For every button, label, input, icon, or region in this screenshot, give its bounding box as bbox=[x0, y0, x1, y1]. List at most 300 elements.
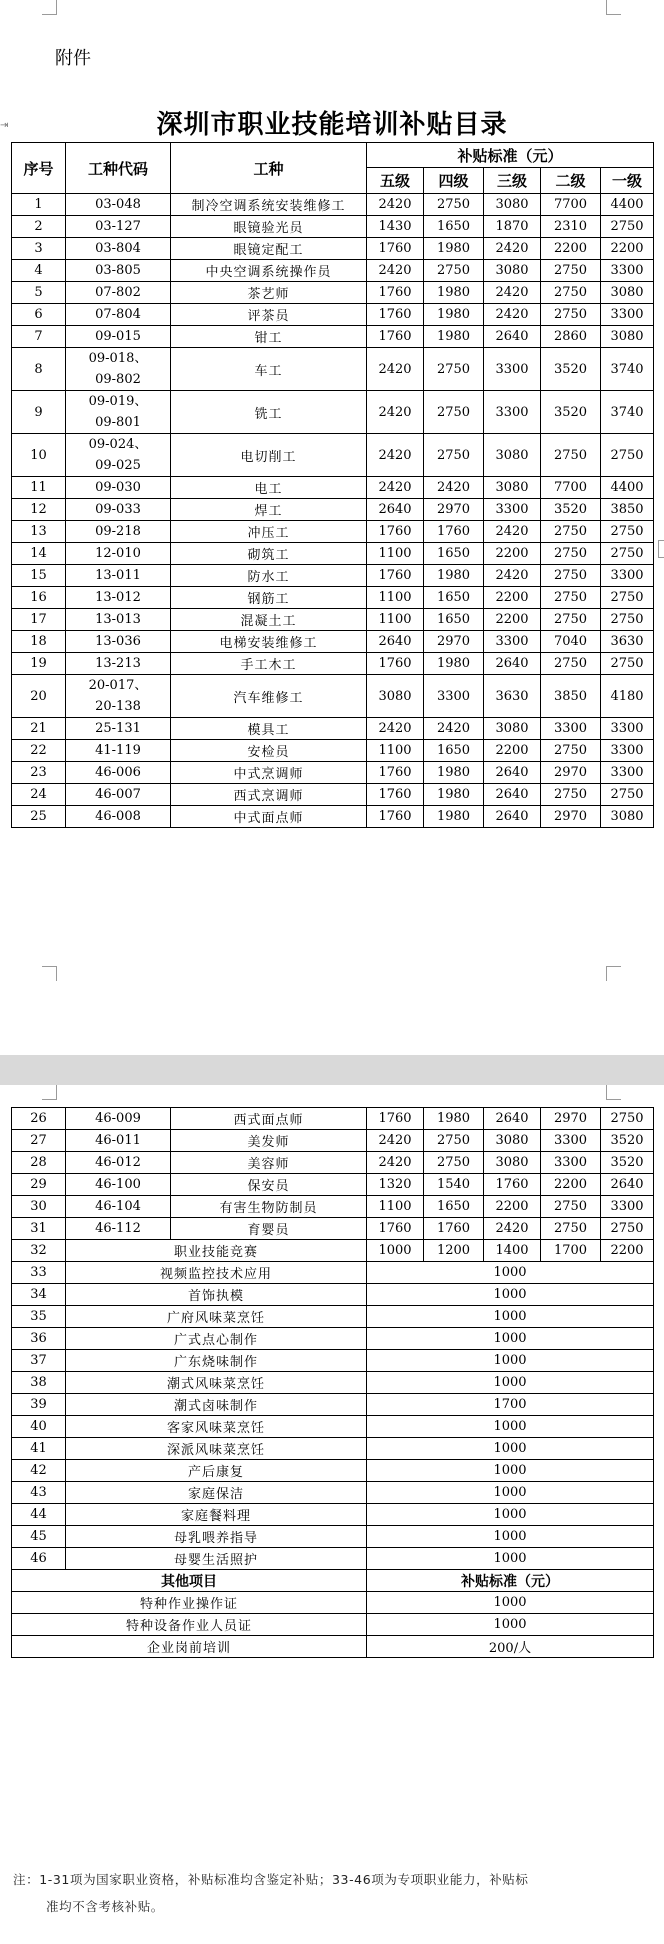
occupation-cell: 防水工 bbox=[171, 565, 367, 587]
header-level-4: 四级 bbox=[424, 168, 484, 194]
subsidy-cell: 1760 bbox=[367, 326, 424, 348]
subsidy-cell: 3520 bbox=[541, 348, 601, 391]
occupation-cell: 电切削工 bbox=[171, 434, 367, 477]
subsidy-cell: 2420 bbox=[367, 477, 424, 499]
subsidy-cell: 2750 bbox=[601, 587, 654, 609]
subsidy-cell: 1000 bbox=[367, 1438, 654, 1460]
code-cell bbox=[66, 1218, 171, 1240]
subsidy-cell: 3630 bbox=[601, 631, 654, 653]
code-line: 03-127 bbox=[95, 219, 141, 234]
table-row bbox=[12, 587, 654, 609]
code-cell bbox=[66, 762, 171, 784]
subsidy-cell: 1000 bbox=[367, 1504, 654, 1526]
table-row bbox=[12, 1482, 654, 1504]
code-cell bbox=[66, 434, 171, 477]
other-header-value: 补贴标准（元） bbox=[367, 1570, 654, 1592]
seq-cell: 13 bbox=[12, 521, 66, 543]
occupation-cell: 铣工 bbox=[171, 391, 367, 434]
header-level-2: 二级 bbox=[541, 168, 601, 194]
seq-cell: 41 bbox=[12, 1438, 66, 1460]
table-row bbox=[12, 1196, 654, 1218]
subsidy-cell: 3850 bbox=[541, 675, 601, 718]
subsidy-cell: 1980 bbox=[424, 806, 484, 828]
table-row bbox=[12, 1504, 654, 1526]
subsidy-cell: 2200 bbox=[484, 609, 541, 631]
subsidy-cell: 2420 bbox=[484, 1218, 541, 1240]
subsidy-cell: 3300 bbox=[484, 391, 541, 434]
table-row bbox=[12, 1130, 654, 1152]
subsidy-cell: 2750 bbox=[541, 609, 601, 631]
subsidy-cell: 2750 bbox=[541, 740, 601, 762]
table-row bbox=[12, 1152, 654, 1174]
code-line: 13-036 bbox=[95, 634, 141, 649]
attachment-label: 附件 bbox=[55, 48, 91, 69]
seq-cell: 28 bbox=[12, 1152, 66, 1174]
subsidy-cell: 3300 bbox=[601, 718, 654, 740]
subsidy-cell: 2420 bbox=[424, 718, 484, 740]
header-seq: 序号 bbox=[12, 143, 66, 194]
other-item-cell: 企业岗前培训 bbox=[12, 1636, 367, 1658]
subsidy-cell: 1760 bbox=[367, 1108, 424, 1130]
subsidy-cell: 4400 bbox=[601, 194, 654, 216]
subsidy-cell: 2750 bbox=[541, 1196, 601, 1218]
code-cell bbox=[66, 1196, 171, 1218]
seq-cell: 38 bbox=[12, 1372, 66, 1394]
subsidy-cell: 1760 bbox=[367, 653, 424, 675]
table-row bbox=[12, 1548, 654, 1570]
subsidy-cell: 1760 bbox=[367, 1218, 424, 1240]
seq-cell: 34 bbox=[12, 1284, 66, 1306]
seq-cell: 25 bbox=[12, 806, 66, 828]
seq-cell: 5 bbox=[12, 282, 66, 304]
subsidy-cell: 2640 bbox=[484, 784, 541, 806]
table-row bbox=[12, 434, 654, 477]
subsidy-cell: 3520 bbox=[541, 499, 601, 521]
subsidy-cell: 1980 bbox=[424, 1108, 484, 1130]
occupation-cell: 广式点心制作 bbox=[66, 1328, 367, 1350]
document-page-2 bbox=[0, 1085, 664, 1944]
table-row bbox=[12, 1592, 654, 1614]
table-row bbox=[12, 348, 654, 391]
other-item-cell: 特种作业操作证 bbox=[12, 1592, 367, 1614]
occupation-cell: 砌筑工 bbox=[171, 543, 367, 565]
table-row bbox=[12, 1284, 654, 1306]
seq-cell: 30 bbox=[12, 1196, 66, 1218]
code-line: 09-218 bbox=[95, 524, 141, 539]
subsidy-cell: 2420 bbox=[367, 348, 424, 391]
footnote bbox=[13, 1866, 653, 1920]
page-separator bbox=[0, 1055, 664, 1085]
seq-cell: 12 bbox=[12, 499, 66, 521]
code-cell bbox=[66, 631, 171, 653]
subsidy-cell: 1980 bbox=[424, 653, 484, 675]
subsidy-cell: 2420 bbox=[484, 304, 541, 326]
subsidy-cell: 2640 bbox=[367, 631, 424, 653]
subsidy-cell: 2200 bbox=[484, 740, 541, 762]
code-cell bbox=[66, 740, 171, 762]
seq-cell: 16 bbox=[12, 587, 66, 609]
subsidy-cell: 1430 bbox=[367, 216, 424, 238]
table-row bbox=[12, 631, 654, 653]
table-row bbox=[12, 521, 654, 543]
subsidy-cell: 2420 bbox=[367, 718, 424, 740]
subsidy-cell: 3520 bbox=[541, 391, 601, 434]
subsidy-cell: 2750 bbox=[541, 565, 601, 587]
subsidy-cell: 2200 bbox=[541, 238, 601, 260]
subsidy-cell: 1000 bbox=[367, 1526, 654, 1548]
occupation-cell: 汽车维修工 bbox=[171, 675, 367, 718]
subsidy-cell: 3080 bbox=[484, 718, 541, 740]
occupation-cell: 母婴生活照护 bbox=[66, 1548, 367, 1570]
code-cell bbox=[66, 499, 171, 521]
subsidy-cell: 3080 bbox=[484, 1152, 541, 1174]
subsidy-cell: 3300 bbox=[601, 304, 654, 326]
table-row bbox=[12, 304, 654, 326]
table-row bbox=[12, 784, 654, 806]
seq-cell: 46 bbox=[12, 1548, 66, 1570]
margin-mark bbox=[42, 0, 57, 15]
occupation-cell: 茶艺师 bbox=[171, 282, 367, 304]
subsidy-cell: 2420 bbox=[484, 282, 541, 304]
seq-cell: 33 bbox=[12, 1262, 66, 1284]
subsidy-cell: 1000 bbox=[367, 1548, 654, 1570]
subsidy-cell: 2860 bbox=[541, 326, 601, 348]
subsidy-cell: 1000 bbox=[367, 1262, 654, 1284]
code-line: 13-012 bbox=[95, 590, 141, 605]
bracket-marker-icon bbox=[658, 540, 664, 558]
occupation-cell: 家庭餐料理 bbox=[66, 1504, 367, 1526]
occupation-cell: 西式烹调师 bbox=[171, 784, 367, 806]
subsidy-cell: 3520 bbox=[601, 1130, 654, 1152]
subsidy-cell: 1000 bbox=[367, 1328, 654, 1350]
occupation-cell: 家庭保洁 bbox=[66, 1482, 367, 1504]
header-level-1: 一级 bbox=[601, 168, 654, 194]
subsidy-cell: 2750 bbox=[541, 260, 601, 282]
code-cell bbox=[66, 587, 171, 609]
seq-cell: 22 bbox=[12, 740, 66, 762]
subsidy-cell: 1760 bbox=[367, 806, 424, 828]
seq-cell: 10 bbox=[12, 434, 66, 477]
subsidy-cell: 1760 bbox=[367, 238, 424, 260]
subsidy-cell: 2420 bbox=[367, 194, 424, 216]
code-cell bbox=[66, 477, 171, 499]
table-row bbox=[12, 391, 654, 434]
subsidy-cell: 3300 bbox=[484, 631, 541, 653]
subsidy-cell: 4400 bbox=[601, 477, 654, 499]
subsidy-cell: 2640 bbox=[484, 326, 541, 348]
seq-cell: 14 bbox=[12, 543, 66, 565]
subsidy-cell: 1980 bbox=[424, 784, 484, 806]
subsidy-cell: 2200 bbox=[601, 238, 654, 260]
subsidy-cell: 1700 bbox=[541, 1240, 601, 1262]
subsidy-cell: 1760 bbox=[424, 1218, 484, 1240]
seq-cell: 37 bbox=[12, 1350, 66, 1372]
seq-cell: 15 bbox=[12, 565, 66, 587]
table-row bbox=[12, 499, 654, 521]
code-line: 09-018、 bbox=[88, 351, 148, 366]
code-cell bbox=[66, 1130, 171, 1152]
code-line: 46-012 bbox=[95, 1155, 141, 1170]
seq-cell: 7 bbox=[12, 326, 66, 348]
seq-cell: 4 bbox=[12, 260, 66, 282]
subsidy-cell: 1100 bbox=[367, 609, 424, 631]
seq-cell: 45 bbox=[12, 1526, 66, 1548]
header-level-3: 三级 bbox=[484, 168, 541, 194]
header-subsidy: 补贴标准（元） bbox=[367, 143, 654, 168]
subsidy-cell: 4180 bbox=[601, 675, 654, 718]
page-title: 深圳市职业技能培训补贴目录 bbox=[156, 110, 508, 140]
code-line: 09-015 bbox=[95, 329, 141, 344]
seq-cell: 3 bbox=[12, 238, 66, 260]
subsidy-cell: 1980 bbox=[424, 282, 484, 304]
occupation-cell: 电梯安装维修工 bbox=[171, 631, 367, 653]
margin-mark bbox=[606, 0, 621, 15]
subsidy-cell: 2420 bbox=[484, 565, 541, 587]
subsidy-cell: 2750 bbox=[601, 434, 654, 477]
code-line: 07-804 bbox=[95, 307, 141, 322]
subsidy-cell: 2640 bbox=[484, 762, 541, 784]
table-row bbox=[12, 1372, 654, 1394]
subsidy-cell: 1000 bbox=[367, 1240, 424, 1262]
subsidy-cell: 2750 bbox=[541, 304, 601, 326]
table-row bbox=[12, 806, 654, 828]
table-row bbox=[12, 1108, 654, 1130]
code-cell bbox=[66, 1174, 171, 1196]
seq-cell: 39 bbox=[12, 1394, 66, 1416]
code-line: 13-011 bbox=[95, 568, 141, 583]
subsidy-cell: 3080 bbox=[601, 326, 654, 348]
code-cell bbox=[66, 194, 171, 216]
subsidy-cell: 1760 bbox=[424, 521, 484, 543]
subsidy-cell: 3080 bbox=[367, 675, 424, 718]
subsidy-cell: 2750 bbox=[601, 216, 654, 238]
code-line: 12-010 bbox=[95, 546, 141, 561]
subsidy-cell: 3300 bbox=[484, 499, 541, 521]
occupation-cell: 安检员 bbox=[171, 740, 367, 762]
seq-cell: 35 bbox=[12, 1306, 66, 1328]
subsidy-cell: 3300 bbox=[541, 1152, 601, 1174]
subsidy-cell: 2640 bbox=[367, 499, 424, 521]
table-row bbox=[12, 675, 654, 718]
subsidy-cell: 2420 bbox=[367, 1130, 424, 1152]
occupation-cell: 西式面点师 bbox=[171, 1108, 367, 1130]
subsidy-cell: 1760 bbox=[367, 565, 424, 587]
subsidy-cell: 1980 bbox=[424, 326, 484, 348]
table-row bbox=[12, 1328, 654, 1350]
code-line: 46-008 bbox=[95, 809, 141, 824]
header-code: 工种代码 bbox=[66, 143, 171, 194]
code-line: 07-802 bbox=[95, 285, 141, 300]
seq-cell: 36 bbox=[12, 1328, 66, 1350]
subsidy-cell: 1100 bbox=[367, 543, 424, 565]
occupation-cell: 中式烹调师 bbox=[171, 762, 367, 784]
subsidy-cell: 3740 bbox=[601, 348, 654, 391]
code-line: 13-213 bbox=[95, 656, 141, 671]
subsidy-cell: 3300 bbox=[541, 718, 601, 740]
subsidy-cell: 3740 bbox=[601, 391, 654, 434]
header-name: 工种 bbox=[171, 143, 367, 194]
header-level-5: 五级 bbox=[367, 168, 424, 194]
occupation-cell: 潮式风味菜烹饪 bbox=[66, 1372, 367, 1394]
table-row bbox=[12, 1218, 654, 1240]
subsidy-cell: 2750 bbox=[541, 587, 601, 609]
subsidy-cell: 1650 bbox=[424, 740, 484, 762]
subsidy-cell: 2970 bbox=[424, 499, 484, 521]
subsidy-cell: 1760 bbox=[367, 521, 424, 543]
table-row bbox=[12, 1460, 654, 1482]
occupation-cell: 产后康复 bbox=[66, 1460, 367, 1482]
code-cell bbox=[66, 260, 171, 282]
code-cell bbox=[66, 609, 171, 631]
seq-cell: 11 bbox=[12, 477, 66, 499]
subsidy-cell: 2750 bbox=[424, 434, 484, 477]
code-line: 09-801 bbox=[95, 415, 141, 430]
seq-cell: 6 bbox=[12, 304, 66, 326]
occupation-cell: 眼镜验光员 bbox=[171, 216, 367, 238]
code-cell bbox=[66, 238, 171, 260]
seq-cell: 32 bbox=[12, 1240, 66, 1262]
subsidy-cell: 3080 bbox=[601, 282, 654, 304]
margin-mark bbox=[42, 1085, 57, 1100]
occupation-cell: 育婴员 bbox=[171, 1218, 367, 1240]
occupation-cell: 深派风味菜烹饪 bbox=[66, 1438, 367, 1460]
code-line: 09-024、 bbox=[88, 437, 148, 452]
margin-mark bbox=[42, 966, 57, 981]
code-cell bbox=[66, 718, 171, 740]
code-cell bbox=[66, 1108, 171, 1130]
subsidy-cell: 2420 bbox=[367, 391, 424, 434]
occupation-cell: 钢筋工 bbox=[171, 587, 367, 609]
subsidy-cell: 1000 bbox=[367, 1460, 654, 1482]
table-row bbox=[12, 718, 654, 740]
occupation-cell: 母乳喂养指导 bbox=[66, 1526, 367, 1548]
subsidy-cell: 2750 bbox=[601, 1108, 654, 1130]
seq-cell: 40 bbox=[12, 1416, 66, 1438]
code-cell bbox=[66, 806, 171, 828]
subsidy-cell: 3080 bbox=[601, 806, 654, 828]
seq-cell: 8 bbox=[12, 348, 66, 391]
subsidy-cell: 3300 bbox=[484, 348, 541, 391]
code-line: 03-048 bbox=[95, 197, 141, 212]
code-line: 46-100 bbox=[95, 1177, 141, 1192]
subsidy-cell: 2750 bbox=[541, 434, 601, 477]
code-line: 09-019、 bbox=[88, 394, 148, 409]
subsidy-cell: 2750 bbox=[541, 521, 601, 543]
table-row bbox=[12, 609, 654, 631]
table-row bbox=[12, 543, 654, 565]
occupation-cell: 电工 bbox=[171, 477, 367, 499]
subsidy-cell: 1870 bbox=[484, 216, 541, 238]
code-cell bbox=[66, 784, 171, 806]
occupation-cell: 焊工 bbox=[171, 499, 367, 521]
subsidy-cell: 1320 bbox=[367, 1174, 424, 1196]
seq-cell: 17 bbox=[12, 609, 66, 631]
subsidy-cell: 1100 bbox=[367, 1196, 424, 1218]
occupation-cell: 有害生物防制员 bbox=[171, 1196, 367, 1218]
code-line: 46-011 bbox=[95, 1133, 141, 1148]
subsidy-cell: 3080 bbox=[484, 260, 541, 282]
subsidy-cell: 1700 bbox=[367, 1394, 654, 1416]
code-line: 09-030 bbox=[95, 480, 141, 495]
table-row bbox=[12, 1350, 654, 1372]
code-cell bbox=[66, 565, 171, 587]
occupation-cell: 钳工 bbox=[171, 326, 367, 348]
other-header-row bbox=[12, 1570, 654, 1592]
subsidy-cell: 3080 bbox=[484, 1130, 541, 1152]
subsidy-cell: 1760 bbox=[367, 784, 424, 806]
subsidy-cell: 1980 bbox=[424, 304, 484, 326]
occupation-cell: 职业技能竞赛 bbox=[66, 1240, 367, 1262]
seq-cell: 42 bbox=[12, 1460, 66, 1482]
subsidy-cell: 1000 bbox=[367, 1372, 654, 1394]
subsidy-cell: 3300 bbox=[424, 675, 484, 718]
table-row bbox=[12, 1240, 654, 1262]
subsidy-cell: 1100 bbox=[367, 587, 424, 609]
code-line: 20-017、 bbox=[88, 678, 148, 693]
table-row bbox=[12, 326, 654, 348]
subsidy-cell: 2750 bbox=[601, 1218, 654, 1240]
subsidy-cell: 2750 bbox=[424, 1130, 484, 1152]
seq-cell: 2 bbox=[12, 216, 66, 238]
table-row bbox=[12, 1614, 654, 1636]
subsidy-cell: 1650 bbox=[424, 609, 484, 631]
occupation-cell: 冲压工 bbox=[171, 521, 367, 543]
subsidy-cell: 2200 bbox=[601, 1240, 654, 1262]
subsidy-cell: 1000 bbox=[367, 1614, 654, 1636]
occupation-cell: 保安员 bbox=[171, 1174, 367, 1196]
subsidy-table-part-2 bbox=[11, 1107, 654, 1658]
subsidy-cell: 7700 bbox=[541, 194, 601, 216]
subsidy-cell: 1650 bbox=[424, 216, 484, 238]
code-cell bbox=[66, 521, 171, 543]
subsidy-cell: 3300 bbox=[601, 260, 654, 282]
subsidy-cell: 3080 bbox=[484, 434, 541, 477]
seq-cell: 31 bbox=[12, 1218, 66, 1240]
footnote-line-2: 准均不含考核补贴。 bbox=[46, 1899, 164, 1914]
subsidy-cell: 3300 bbox=[601, 1196, 654, 1218]
subsidy-cell: 2750 bbox=[601, 543, 654, 565]
table-row bbox=[12, 1262, 654, 1284]
code-line: 46-007 bbox=[95, 787, 141, 802]
subsidy-cell: 1650 bbox=[424, 1196, 484, 1218]
subsidy-cell: 3850 bbox=[601, 499, 654, 521]
occupation-cell: 视频监控技术应用 bbox=[66, 1262, 367, 1284]
seq-cell: 29 bbox=[12, 1174, 66, 1196]
subsidy-cell: 2420 bbox=[484, 238, 541, 260]
table-row bbox=[12, 653, 654, 675]
subsidy-cell: 2750 bbox=[424, 1152, 484, 1174]
code-cell bbox=[66, 391, 171, 434]
subsidy-cell: 3630 bbox=[484, 675, 541, 718]
subsidy-cell: 2420 bbox=[484, 521, 541, 543]
table-row bbox=[12, 260, 654, 282]
code-line: 03-804 bbox=[95, 241, 141, 256]
table-row bbox=[12, 1438, 654, 1460]
subsidy-cell: 1200 bbox=[424, 1240, 484, 1262]
subsidy-cell: 1000 bbox=[367, 1416, 654, 1438]
subsidy-cell: 3080 bbox=[484, 477, 541, 499]
code-cell bbox=[66, 543, 171, 565]
subsidy-cell: 200/人 bbox=[367, 1636, 654, 1658]
subsidy-cell: 1650 bbox=[424, 587, 484, 609]
subsidy-cell: 1980 bbox=[424, 762, 484, 784]
subsidy-cell: 3300 bbox=[601, 762, 654, 784]
code-line: 20-138 bbox=[95, 699, 141, 714]
other-item-cell: 特种设备作业人员证 bbox=[12, 1614, 367, 1636]
occupation-cell: 首饰执模 bbox=[66, 1284, 367, 1306]
subsidy-cell: 1540 bbox=[424, 1174, 484, 1196]
subsidy-cell: 2200 bbox=[484, 587, 541, 609]
